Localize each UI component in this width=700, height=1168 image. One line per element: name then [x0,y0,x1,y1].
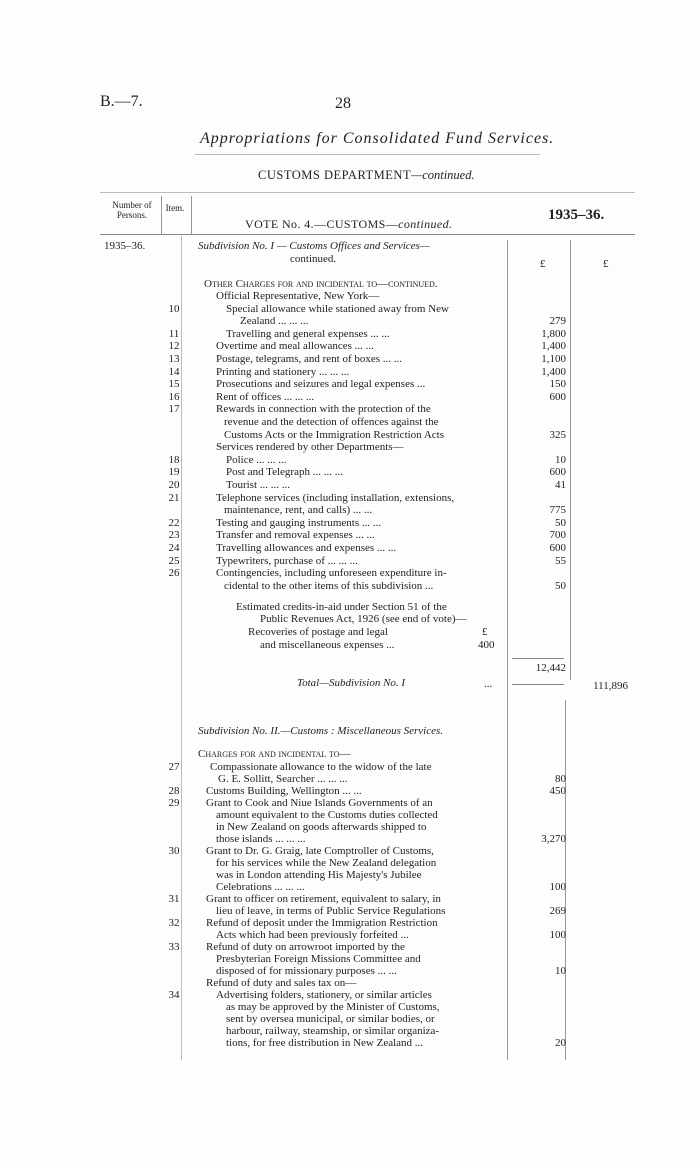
pound-sign-col2: £ [603,258,609,270]
total-label: Total—Subdivision No. I [297,677,406,689]
line-item-text: in New Zealand on goods afterwards shipped to [216,821,427,833]
line-item-amount: 50 [555,579,566,592]
column-header-item: Item. [165,203,185,213]
line-item-text: Customs Building, Wellington ... ... [206,785,362,797]
line-item-text: Refund of deposit under the Immigration Restriction [206,917,438,929]
item-number: 30 [168,845,180,857]
credits-text: Public Revenues Act, 1926 (see end of vote)— [260,613,467,625]
line-item-amount: 600 [549,466,566,479]
subtotal-rule [512,658,564,659]
line-item-amount: 20 [555,1037,566,1049]
line-item-amount: 41 [555,479,566,491]
line-item-text: G. E. Sollitt, Searcher ... ... ... [218,773,348,785]
credits-text: and miscellaneous expenses ... [260,639,395,651]
column-rule [507,240,508,1060]
item-number: 12 [168,340,180,353]
item-number: 18 [168,453,180,466]
line-item-text: Grant to officer on retirement, equivalent to salary, in [206,893,441,905]
line-item-text: Customs Acts or the Immigration Restriction Acts [224,428,444,441]
line-item-text: Refund of duty on arrowroot imported by the [206,941,405,953]
vote-heading: VOTE No. 4.—CUSTOMS—continued. [245,217,453,231]
line-item-amount: 50 [555,516,566,529]
line-item-text: Telephone services (including installation, extensions, [216,491,455,504]
line-item-text: disposed of for missionary purposes ... ... [216,965,397,977]
section-heading: Charges for and incidental to— [198,748,351,760]
item-number: 28 [168,785,180,797]
column-rule [191,196,192,234]
credits-text: Estimated credits-in-aid under Section 51 of the [236,601,447,613]
item-number: 27 [168,761,180,773]
line-item-text: Grant to Dr. G. Graig, late Comptroller of Customs, [206,845,434,857]
line-item-text: revenue and the detection of offences against the [224,416,439,428]
item-number: 25 [168,554,180,567]
line-item-text: Compassionate allowance to the widow of the late [210,761,432,773]
table-top-rule [100,192,635,193]
line-item-text: as may be approved by the Minister of Customs, [226,1001,440,1013]
line-item-amount: 325 [549,428,566,441]
subdivision-heading-cont: continued. [290,253,337,265]
item-number: 11 [168,327,180,340]
subtotal-rule [512,684,564,685]
item-number: 26 [168,567,180,580]
line-item-text: Rent of offices ... ... ... [216,390,315,403]
line-item-text: Travelling and general expenses ... ... [226,327,390,340]
line-item-text: for his services while the New Zealand delegation [216,857,437,869]
line-item-amount: 600 [549,390,566,403]
total-amount: 111,896 [593,680,628,692]
line-item-text: cidental to the other items of this subdivision ... [224,579,434,592]
line-item-text: Testing and gauging instruments ... ... [216,516,382,529]
item-number: 22 [168,516,180,529]
item-number: 20 [168,479,180,491]
line-item-amount: 1,100 [541,353,566,365]
column-rule [565,700,566,1060]
line-item-text: lieu of leave, in terms of Public Service Regulations [216,905,446,917]
line-item-amount: 80 [555,773,566,785]
line-item-amount: 55 [555,554,566,567]
credits-text: Recoveries of postage and legal [248,626,388,638]
year-column-header: 1935–36. [548,207,605,223]
item-number: 21 [168,491,180,504]
item-number: 23 [168,529,180,542]
column-header-persons: Number of Persons. [112,200,152,220]
item-number: 33 [168,941,180,953]
line-item-amount: 600 [549,542,566,554]
item-number: 14 [168,365,180,378]
table-header-rule [100,234,635,235]
total-dots: ... [484,678,493,690]
line-item-text: those islands ... ... ... [216,833,306,845]
item-number: 19 [168,466,180,479]
line-item-amount: 269 [549,905,566,917]
line-item-text: Acts which had been previously forfeited ... [216,929,409,941]
line-item-text: Official Representative, New York— [216,290,380,302]
report-reference: B.—7. [100,93,143,110]
line-item-text: Refund of duty and sales tax on— [206,977,357,989]
credits-pound: £ [482,626,488,638]
line-item-text: Prosecutions and seizures and legal expenses ... [216,378,426,391]
line-item-text: Special allowance while stationed away from New [226,302,449,315]
line-item-text: Police ... ... ... [226,453,287,466]
line-item-text: Rewards in connection with the protection of the [216,403,431,416]
item-number: 29 [168,797,180,809]
page-title: Appropriations for Consolidated Fund Services. [200,130,555,147]
line-item-text: Tourist ... ... ... [226,479,291,491]
page-number: 28 [335,95,351,112]
item-number: 34 [168,989,180,1001]
line-item-amount: 1,400 [541,365,566,378]
department-heading: CUSTOMS DEPARTMENT—continued. [258,168,475,182]
line-item-text: Contingencies, including unforeseen expenditure in- [216,567,447,580]
line-item-text: Postage, telegrams, and rent of boxes ... ... [216,353,403,365]
line-item-amount: 279 [549,315,566,328]
item-number: 31 [168,893,180,905]
line-item-text: Travelling allowances and expenses ... ... [216,542,397,554]
line-item-text: Transfer and removal expenses ... ... [216,529,375,542]
subdivision-heading: Subdivision No. II.—Customs : Miscellaneous Services. [198,725,444,737]
line-item-text: Services rendered by other Departments— [216,441,404,454]
item-number: 24 [168,542,180,554]
line-item-amount: 3,270 [541,833,566,845]
item-number: 15 [168,378,180,391]
subtotal-amount: 12,442 [535,662,566,674]
line-item-amount: 1,400 [541,340,566,353]
line-item-amount: 450 [549,785,566,797]
persons-year: 1935–36. [104,240,146,252]
item-number: 13 [168,353,180,365]
line-item-text: Grant to Cook and Niue Islands Governments of an [206,797,433,809]
line-item-amount: 1,800 [541,327,566,340]
column-rule [161,196,162,234]
line-item-text: was in London attending His Majesty's Jubilee [216,869,422,881]
line-item-text: harbour, railway, steamship, or similar organiza- [226,1025,440,1037]
line-item-text: maintenance, rent, and calls) ... ... [224,504,373,517]
line-item-text: tions, for free distribution in New Zealand ... [226,1037,424,1049]
line-item-amount: 100 [549,929,566,941]
pound-sign-col1: £ [540,258,546,270]
subdivision-heading: Subdivision No. I — Customs Offices and Services— [198,240,430,252]
line-item-amount: 100 [549,881,566,893]
line-item-text: Post and Telegraph ... ... ... [226,466,343,479]
line-item-text: Printing and stationery ... ... ... [216,365,350,378]
line-item-amount: 150 [549,378,566,391]
line-item-amount: 700 [549,529,566,542]
item-number: 32 [168,917,180,929]
line-item-text: amount equivalent to the Customs duties collected [216,809,438,821]
credits-amount: 400 [478,639,495,651]
line-item-text: sent by oversea municipal, or similar bodies, or [226,1013,435,1025]
line-item-text: Advertising folders, stationery, or similar articles [216,989,432,1001]
item-number: 16 [168,390,180,403]
line-item-text: Presbyterian Foreign Missions Committee and [216,953,421,965]
line-item-amount: 10 [555,453,566,466]
line-item-text: Zealand ... ... ... [240,315,309,328]
item-number: 10 [168,302,180,315]
line-item-text: Celebrations ... ... ... [216,881,305,893]
column-rule [570,240,571,680]
line-item-text: Typewriters, purchase of ... ... ... [216,554,358,567]
section-heading: Other Charges for and incidental to—continued. [204,278,438,290]
line-item-text: Overtime and meal allowances ... ... [216,340,374,353]
line-item-amount: 10 [555,965,566,977]
line-item-amount: 775 [549,504,566,517]
title-rule [195,154,540,155]
item-number: 17 [168,403,180,416]
